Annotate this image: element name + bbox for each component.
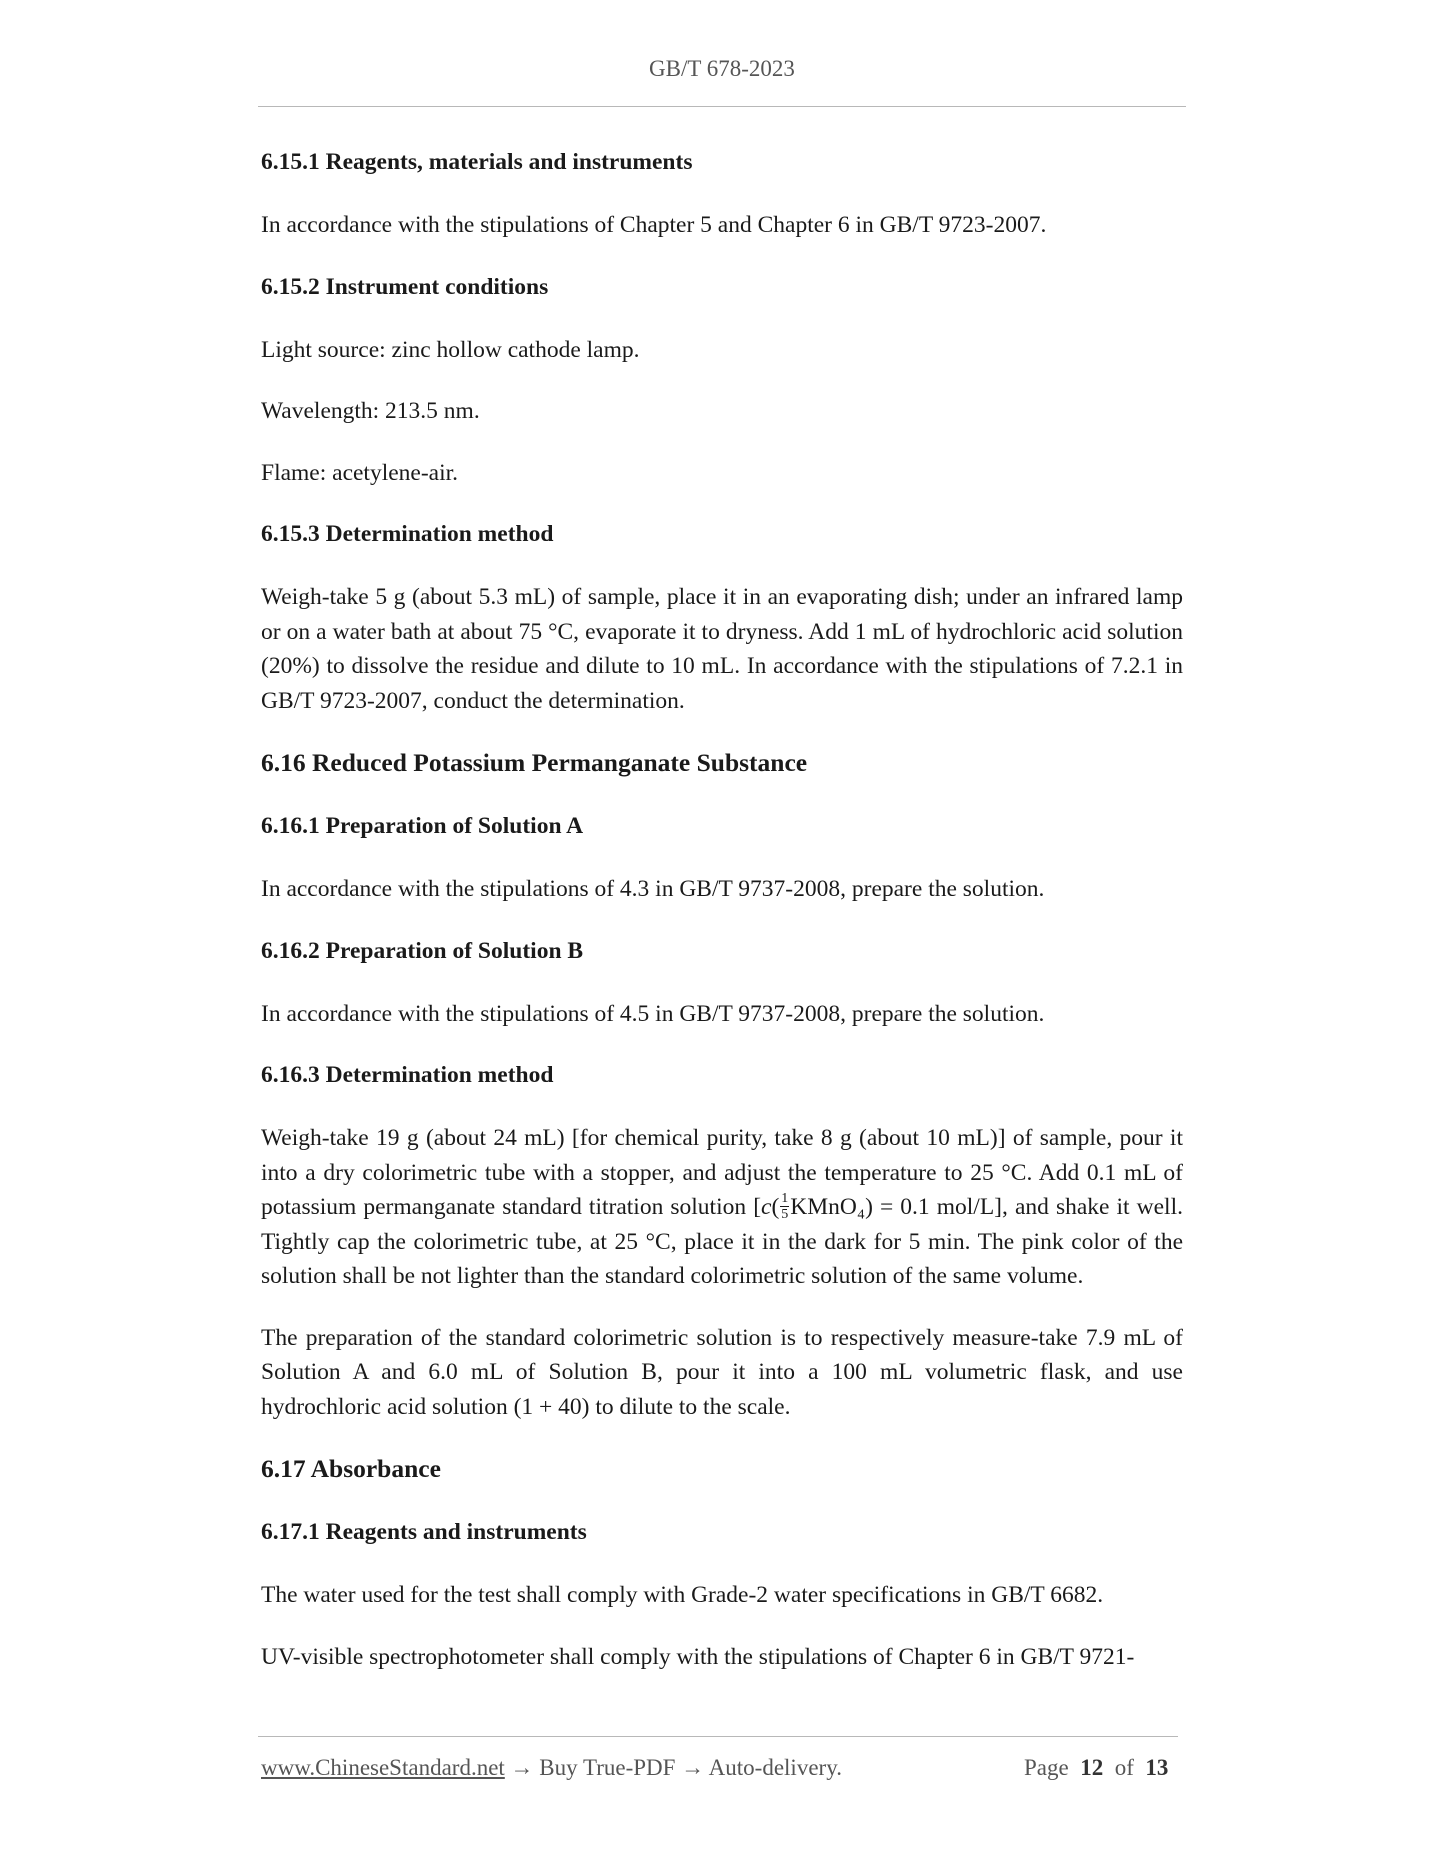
arrow-icon: → <box>504 1755 540 1780</box>
light-source-line: Light source: zinc hollow cathode lamp. <box>261 336 640 363</box>
paragraph-6-15-3: Weigh-take 5 g (about 5.3 mL) of sample, place it in an evaporating dish; under an infrared lamp or on a water bath at about 75 °C, evaporate it to dryness. Add 1 mL of hydrochloric acid solution (20%) to dissolve the residue and dilute to 10 mL. In accordance with the stipulations of 7.2.1 in GB/T 9723-2007, conduct the determination. <box>261 584 1183 714</box>
heading-6-16-3: 6.16.3 Determination method <box>261 1062 554 1088</box>
heading-6-15-2: 6.15.2 Instrument conditions <box>261 273 549 300</box>
auto-delivery-text: Auto-delivery. <box>708 1755 842 1780</box>
fraction-denominator: 5 <box>781 1207 789 1223</box>
of-label: of <box>1114 1755 1134 1780</box>
page-number <box>1024 1755 1168 1781</box>
formula-open-paren: ( <box>771 1194 780 1220</box>
wavelength-line: Wavelength: 213.5 nm. <box>261 398 480 424</box>
page-label: Page <box>1024 1755 1069 1780</box>
formula-concentration-symbol: c <box>761 1194 772 1220</box>
paragraph-6-16-1: In accordance with the stipulations of 4.3 in GB/T 9737-2008, prepare the solution. <box>261 876 1045 902</box>
paragraph-6-17-1-water: The water used for the test shall comply with Grade-2 water specifications in GB/T 6682. <box>261 1582 1104 1608</box>
paragraph-6-16-3-procedure <box>261 1121 1183 1294</box>
total-pages: 13 <box>1145 1755 1169 1780</box>
arrow-icon: → <box>675 1755 709 1780</box>
buy-pdf-text: Buy True-PDF <box>539 1755 676 1780</box>
current-page: 12 <box>1080 1755 1104 1780</box>
paragraph-6-17-1-spectrophotometer: UV-visible spectrophotometer shall comply with the stipulations of Chapter 6 in GB/T 9721- <box>261 1643 1135 1670</box>
footer-links <box>261 1755 842 1781</box>
header-divider <box>258 106 1186 107</box>
page-header-title: GB/T 678-2023 <box>649 56 795 81</box>
heading-6-15-3: 6.15.3 Determination method <box>261 521 554 547</box>
paragraph-6-15-1: In accordance with the stipulations of Chapter 5 and Chapter 6 in GB/T 9723-2007. <box>261 212 1047 238</box>
heading-6-15-1: 6.15.1 Reagents, materials and instruments <box>261 149 693 175</box>
website-link[interactable]: www.ChineseStandard.net <box>261 1755 505 1780</box>
heading-6-16-1: 6.16.1 Preparation of Solution A <box>261 813 584 839</box>
formula-fraction <box>780 1191 789 1222</box>
procedure-text-before-formula: Weigh-take 19 g (about 24 mL) [for chemical purity, take 8 g (about 10 mL)] of sample, pour it into a dry colorimetric tube with a stopper, and adjust the temperature to 25 °C. Add 0.1 mL of potassium permanganate standard titration solution [ <box>261 1125 1183 1220</box>
heading-6-17: 6.17 Absorbance <box>261 1454 441 1483</box>
flame-line: Flame: acetylene-air. <box>261 459 459 486</box>
heading-6-17-1: 6.17.1 Reagents and instruments <box>261 1519 587 1545</box>
heading-6-16: 6.16 Reduced Potassium Permanganate Substance <box>261 748 808 777</box>
footer-divider <box>258 1736 1178 1737</box>
document-body <box>261 145 1183 1701</box>
paragraph-6-16-3-standard-solution: The preparation of the standard colorimetric solution is to respectively measure-take 7.9 mL of Solution A and 6.0 mL of Solution B, pour it into a 100 mL volumetric flask, and use hydrochloric acid solution (1 + 40) to dilute to the scale. <box>261 1324 1183 1420</box>
heading-6-16-2: 6.16.2 Preparation of Solution B <box>261 937 584 964</box>
procedure-text-after-formula: KMnO₄) = 0.1 mol/L], and shake it well. Tightly cap the colorimetric tube, at 25 °C, place it in the dark for 5 min. The pink color of the solution shall be not lighter than the standard colorimetric solution of the same volume. <box>261 1194 1183 1289</box>
fraction-numerator: 1 <box>781 1191 789 1207</box>
paragraph-6-16-2: In accordance with the stipulations of 4.5 in GB/T 9737-2008, prepare the solution. <box>261 1000 1045 1027</box>
